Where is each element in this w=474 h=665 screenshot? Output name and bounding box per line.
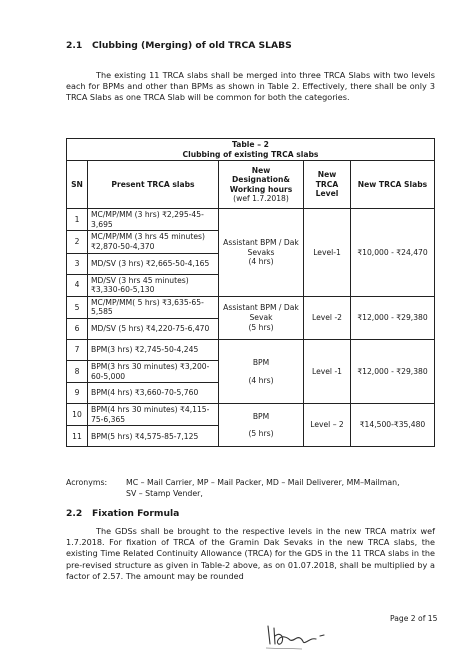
cell-designation <box>219 296 304 339</box>
cell-designation <box>219 404 304 447</box>
cell-sn: 9 <box>67 383 88 404</box>
table-row <box>67 296 435 318</box>
cell-sn: 2 <box>67 231 88 253</box>
cell-new-slab: ₹12,000 - ₹29,380 <box>351 296 435 339</box>
paragraph-fixation-formula: The GDSs shall be brought to the respective levels in the new TRCA matrix wef 1.7.2018. For fixation of TRCA of the Gramin Dak Sevaks in the new TRCA slabs, the existing Time Related Continuity Allowance (TRCA) for the GDS in the 11 TRCA slabs in the pre-revised structure as given in Table-2 above, as on 01.07.2018, shall be multiplied by a factor of 2.57. The amount may be rounded <box>66 526 435 581</box>
cell-new-slab: ₹12,000 - ₹29,380 <box>351 339 435 403</box>
cell-sn: 11 <box>67 426 88 447</box>
section-number: 2.1 <box>66 40 83 51</box>
cell-new-slab: ₹14,500-₹35,480 <box>351 404 435 447</box>
designation-hours: (5 hrs) <box>248 322 274 332</box>
cell-designation <box>219 209 304 297</box>
section-title: Fixation Formula <box>92 508 180 519</box>
cell-slab: MD/SV (5 hrs) ₹4,220-75-6,470 <box>88 318 219 339</box>
section-heading-2-1 <box>66 40 292 51</box>
trca-table <box>66 138 435 447</box>
cell-slab: MD/SV (3 hrs) ₹2,665-50-4,165 <box>88 253 219 274</box>
cell-slab: MC/MP/MM( 5 hrs) ₹3,635-65-5,585 <box>88 296 219 318</box>
col-header-level: New TRCA Level <box>304 161 351 209</box>
page-number: Page 2 of 15 <box>390 614 438 623</box>
table-caption <box>67 139 435 161</box>
cell-slab: MD/SV (3 hrs 45 minutes) ₹3,330-60-5,130 <box>88 274 219 296</box>
col-header-new-designation <box>219 161 304 209</box>
designation-name: BPM <box>252 411 270 421</box>
col-header-present: Present TRCA slabs <box>88 161 219 209</box>
section-heading-2-2 <box>66 508 179 519</box>
table-row <box>67 339 435 360</box>
designation-name: Assistant BPM / Dak Sevak <box>223 303 299 323</box>
col-header-new-designation-label: New Designation& Working hours <box>229 165 293 194</box>
cell-slab: MC/MP/MM (3 hrs 45 minutes) ₹2,870-50-4,370 <box>88 231 219 253</box>
cell-sn: 7 <box>67 339 88 360</box>
col-header-new-slab: New TRCA Slabs <box>351 161 435 209</box>
col-header-wef: (wef 1.7.2018) <box>233 194 289 204</box>
cell-sn: 3 <box>67 253 88 274</box>
table-row <box>67 404 435 426</box>
cell-sn: 6 <box>67 318 88 339</box>
section-title: Clubbing (Merging) of old TRCA SLABS <box>92 40 292 51</box>
designation-name: BPM <box>252 357 270 367</box>
cell-slab: BPM(3 hrs 30 minutes) ₹3,200-60-5,000 <box>88 360 219 382</box>
cell-sn: 5 <box>67 296 88 318</box>
table-number: Table – 2 <box>232 140 269 149</box>
cell-sn: 1 <box>67 209 88 231</box>
designation-hours: (4 hrs) <box>248 257 274 267</box>
cell-sn: 10 <box>67 404 88 426</box>
designation-hours: (5 hrs) <box>248 429 274 439</box>
acronyms-line-1: MC – Mail Carrier, MP – Mail Packer, MD – Mail Deliverer, MM–Mailman, <box>126 478 400 487</box>
designation-hours: (4 hrs) <box>248 375 274 385</box>
cell-sn: 4 <box>67 274 88 296</box>
cell-level: Level – 2 <box>304 404 351 447</box>
cell-slab: BPM(5 hrs) ₹4,575-85-7,125 <box>88 426 219 447</box>
cell-new-slab: ₹10,000 - ₹24,470 <box>351 209 435 297</box>
table-row <box>67 209 435 231</box>
cell-slab: BPM(4 hrs) ₹3,660-70-5,760 <box>88 383 219 404</box>
cell-level: Level -1 <box>304 339 351 403</box>
acronyms-line-2: SV – Stamp Vender, <box>126 489 203 498</box>
col-header-sn: SN <box>67 161 88 209</box>
table-title: Clubbing of existing TRCA slabs <box>182 149 319 159</box>
acronyms-label: Acronyms: <box>66 478 108 487</box>
signature-mark <box>262 622 332 652</box>
cell-slab: BPM(3 hrs) ₹2,745-50-4,245 <box>88 339 219 360</box>
designation-name: Assistant BPM / Dak Sevaks <box>223 238 299 257</box>
acronyms-note <box>66 477 400 499</box>
cell-level: Level-1 <box>304 209 351 297</box>
paragraph-merge-slabs: The existing 11 TRCA slabs shall be merged into three TRCA Slabs with two levels each for BPMs and other than BPMs as shown in Table 2. Effectively, there shall be only 3 TRCA Slabs as one TRCA Slab will be common for both the categories. <box>66 70 435 103</box>
cell-slab: BPM(4 hrs 30 minutes) ₹4,115-75-6,365 <box>88 404 219 426</box>
signature <box>262 622 332 656</box>
section-number: 2.2 <box>66 508 83 519</box>
cell-slab: MC/MP/MM (3 hrs) ₹2,295-45-3,695 <box>88 209 219 231</box>
cell-level: Level -2 <box>304 296 351 339</box>
cell-designation <box>219 339 304 403</box>
cell-sn: 8 <box>67 360 88 382</box>
